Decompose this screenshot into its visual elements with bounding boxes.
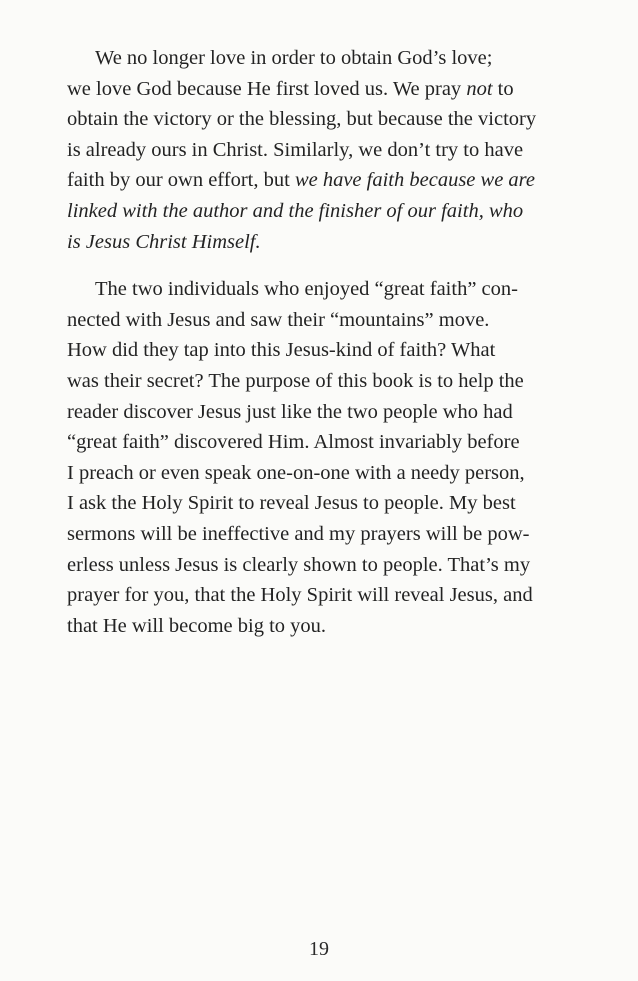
- paragraph-2-line: sermons will be ineffective and my prayers will be pow-: [67, 522, 530, 545]
- paragraph-1-line-6: [67, 196, 571, 227]
- paragraph-2: [67, 274, 571, 641]
- paragraph-2-line: was their secret? The purpose of this book is to help the: [67, 369, 524, 392]
- paragraph-2-line: I preach or even speak one-on-one with a needy person,: [67, 461, 525, 484]
- paragraph-1-line-7: [67, 227, 571, 258]
- paragraph-2-line: The two individuals who enjoyed “great faith” con-: [95, 278, 518, 301]
- paragraph-1-line-3: obtain the victory or the blessing, but because the victory: [67, 108, 537, 131]
- italic-phrase: is Jesus Christ Himself.: [67, 230, 261, 253]
- paragraph-1: [67, 43, 571, 257]
- line-text-end: to: [492, 77, 514, 100]
- paragraph-1-line-2: [67, 74, 571, 105]
- paragraph-1-line-4: is already ours in Christ. Similarly, we don’t try to have: [67, 138, 524, 161]
- paragraph-2-line: that He will become big to you.: [67, 614, 327, 637]
- paragraph-2-line: reader discover Jesus just like the two people who had: [67, 400, 513, 423]
- paragraph-2-line: How did they tap into this Jesus-kind of faith? What: [67, 339, 496, 362]
- line-text: we love God because He first loved us. We pray: [67, 77, 467, 100]
- paragraph-2-line: “great faith” discovered Him. Almost invariably before: [67, 431, 520, 454]
- paragraph-2-line: prayer for you, that the Holy Spirit will reveal Jesus, and: [67, 584, 533, 607]
- paragraph-2-line: nected with Jesus and saw their “mountains” move.: [67, 308, 490, 331]
- emphasis-not: not: [466, 77, 493, 100]
- paragraph-2-line: I ask the Holy Spirit to reveal Jesus to people. My best: [67, 492, 516, 515]
- italic-phrase: we have faith because we are: [294, 169, 535, 192]
- italic-phrase: linked with the author and the finisher of our faith, who: [67, 199, 524, 222]
- body-text: [67, 43, 571, 641]
- page-number: 19: [309, 938, 329, 960]
- paragraph-2-line: erless unless Jesus is clearly shown to people. That’s my: [67, 553, 531, 576]
- paragraph-1-line-5: [67, 165, 571, 196]
- paragraph-1-line-1: We no longer love in order to obtain God’s love;: [95, 47, 493, 69]
- line-text: faith by our own effort, but: [67, 169, 295, 192]
